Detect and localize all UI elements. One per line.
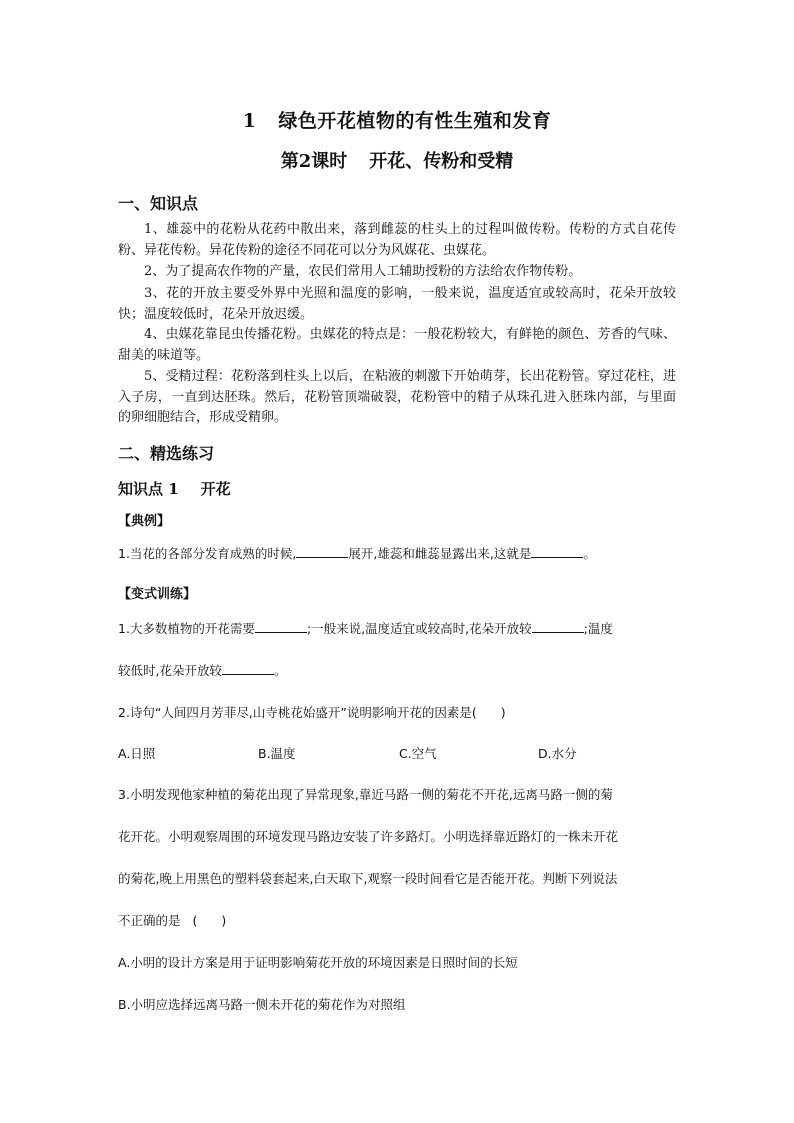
q1-part-b: ;一般来说,温度适宜或较高时,花朵开放较 (306, 621, 532, 636)
q3-last-c: ) (221, 913, 227, 928)
kp-label: 知识点 1 (118, 480, 179, 498)
variant-q2-stem (118, 703, 678, 721)
q3-last-b: ( (192, 913, 198, 928)
lesson-title-text: 绿色开花植物的有性生殖和发育 (278, 110, 552, 132)
kp-topic: 开花 (200, 480, 231, 498)
q1-part-e: 。 (273, 663, 287, 678)
q2-option-b[interactable]: B.温度 (258, 746, 296, 761)
q2-option-d[interactable]: D.水分 (538, 746, 577, 761)
q3-line-2: 花开花。小明观察周围的环境发现马路边安装了许多路灯。小明选择靠近路灯的一株未开花 (118, 829, 619, 844)
q1-part-c: ;温度 (583, 621, 613, 636)
answer-blank[interactable] (531, 545, 583, 558)
knowledge-point-heading (118, 478, 231, 499)
answer-blank[interactable] (222, 662, 274, 675)
section-heading-knowledge: 一、知识点 (118, 194, 199, 213)
section-heading-practice: 二、精选练习 (118, 444, 215, 463)
answer-blank[interactable] (255, 620, 307, 633)
knowledge-point-2: 2、为了提高农作物的产量，农民们常用人工辅助授粉的方法给农作物传粉。 (144, 264, 582, 279)
variant-tag: 【变式训练】 (118, 587, 197, 602)
knowledge-point-3: 3、花的开放主要受外界中光照和温度的影响，一般来说，温度适宜或较高时，花朵开放较快；温度较低时，花朵开放迟缓。 (118, 286, 676, 322)
q2-options (118, 744, 678, 762)
q3-option-a[interactable]: A.小明的设计方案是用于证明影响菊花开放的环境因素是日照时间的长短 (118, 955, 518, 970)
knowledge-point-4: 4、虫媒花靠昆虫传播花粉。虫媒花的特点是：一般花粉较大，有鲜艳的颜色、芳香的气味、甜美的味道等。 (118, 327, 676, 363)
subtitle-suffix: 课时 (311, 151, 348, 172)
q2-stem-a: 2.诗句“人间四月芳菲尽,山寺桃花始盛开”说明影响开花的因素是( (118, 705, 477, 720)
example-q-part-b: 展开,雄蕊和雌蕊显露出来,这就是 (348, 546, 532, 561)
q3-last-a: 不正确的是 (118, 913, 181, 928)
q3-line-1: 3.小明发现他家种植的菊花出现了异常现象,靠近马路一侧的菊花不开花,远离马路一侧的菊 (118, 787, 613, 802)
q2-option-c[interactable]: C.空气 (399, 746, 437, 761)
example-q-part-a: 1.当花的各部分发育成熟的时候, (118, 546, 297, 561)
answer-blank[interactable] (532, 620, 584, 633)
variant-q1-line2 (118, 661, 678, 679)
answer-blank[interactable] (296, 545, 348, 558)
example-q-part-c: 。 (583, 546, 596, 561)
knowledge-point-1: 1、雄蕊中的花粉从花药中散出来，落到雌蕊的柱头上的过程叫做传粉。传粉的方式自花传粉、异花传粉。异花传粉的途径不同花可以分为风媒花、虫媒花。 (118, 222, 676, 258)
example-question (118, 544, 678, 562)
subtitle-topic: 开花、传粉和受精 (369, 151, 514, 172)
variant-q1-line1 (118, 619, 678, 637)
lesson-number: 1 (242, 110, 257, 132)
q2-stem-b: ) (500, 705, 506, 720)
q1-part-d: 较低时,花朵开放较 (118, 663, 222, 678)
q1-part-a: 1.大多数植物的开花需要 (118, 621, 255, 636)
lesson-subtitle (0, 147, 794, 173)
subtitle-prefix: 第 (280, 151, 299, 172)
q2-option-a[interactable]: A.日照 (118, 746, 156, 761)
knowledge-point-5: 5、受精过程：花粉落到柱头上以后，在粘液的刺激下开始萌芽，长出花粉管。穿过花柱，进入子房，一直到达胚珠。然后，花粉管顶端破裂，花粉管中的精子从珠孔进入胚珠内部，与里面的卵细胞结合，形成受精卵。 (118, 369, 676, 425)
subtitle-number: 2 (298, 151, 312, 172)
q3-option-b[interactable]: B.小明应选择远离马路一侧未开花的菊花作为对照组 (118, 997, 406, 1012)
q3-line-4 (118, 911, 678, 929)
q3-line-3: 的菊花,晚上用黑色的塑料袋套起来,白天取下,观察一段时间看它是否能开花。判断下列说法 (118, 871, 618, 886)
example-tag: 【典例】 (118, 514, 171, 529)
lesson-title (0, 106, 794, 133)
